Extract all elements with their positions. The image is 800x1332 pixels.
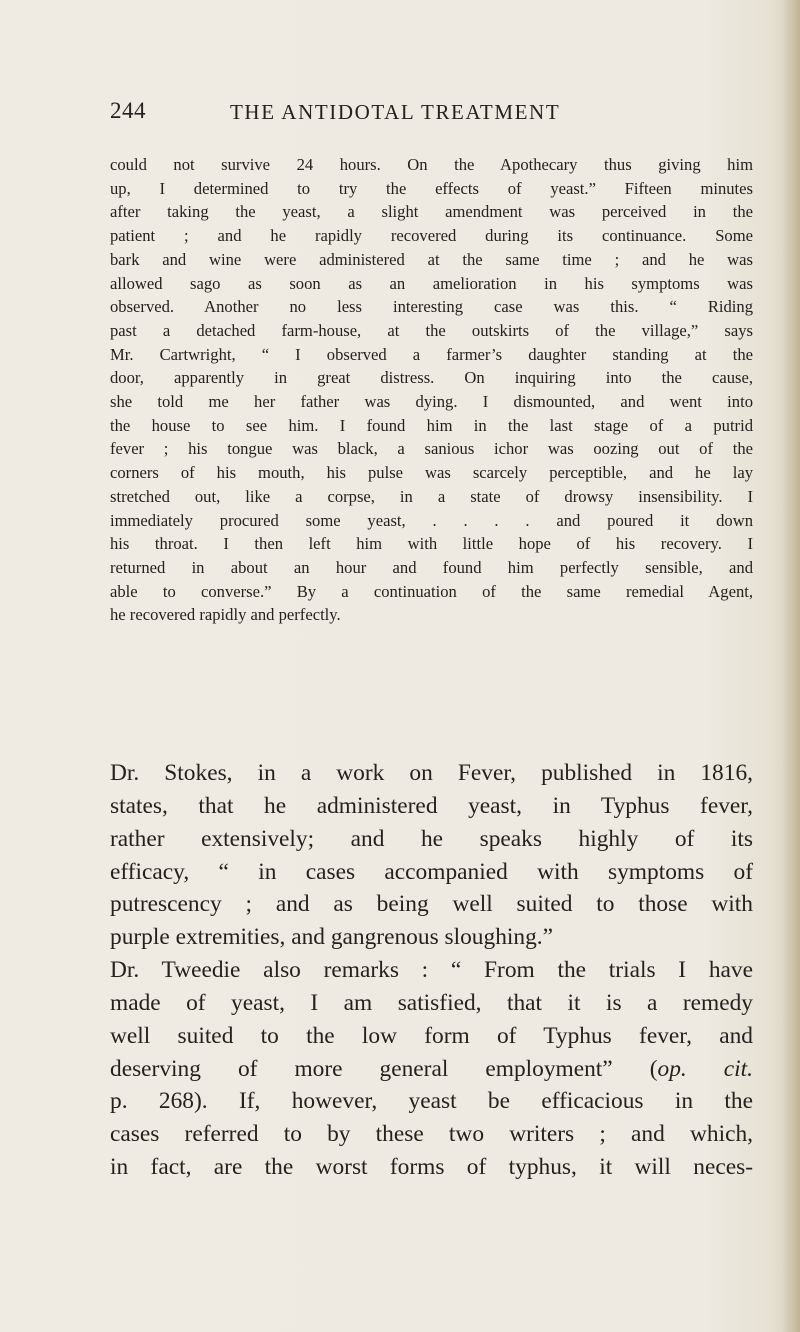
text-line: allowed sago as soon as an amelioration in his symptoms was	[110, 273, 753, 293]
text-line: corners of his mouth, his pulse was scarcely perceptible, and he lay	[110, 463, 753, 483]
text-line: bark and wine were administered at the same time ; and he was	[110, 249, 753, 269]
text-line: past a detached farm-house, at the outskirts of the village,” says	[110, 320, 753, 340]
page-number: 244	[110, 98, 146, 123]
text-line: she told me her father was dying. I dismounted, and went into	[110, 392, 753, 412]
text-line: patient ; and he rapidly recovered during its continuance. Some	[110, 226, 753, 246]
text-line: made of yeast, I am satisfied, that it is a remedy	[110, 989, 753, 1016]
text-line: fever ; his tongue was black, a sanious ichor was oozing out of the	[110, 439, 753, 459]
running-head	[110, 98, 750, 134]
text-line: p. 268). If, however, yeast be efficacious in the	[110, 1088, 753, 1115]
text-line: after taking the yeast, a slight amendment was perceived in the	[110, 202, 753, 222]
text-line: efficacy, “ in cases accompanied with symptoms of	[110, 858, 753, 885]
text-line: able to converse.” By a continuation of the same remedial Agent,	[110, 581, 753, 601]
text-line: could not survive 24 hours. On the Apothecary thus giving him	[110, 155, 753, 174]
text-line: rather extensively; and he speaks highly of its	[110, 825, 753, 852]
text-line: up, I determined to try the effects of yeast.” Fifteen minutes	[110, 178, 753, 198]
text-line: purple extremities, and gangrenous sloughing.”	[110, 924, 554, 951]
text-segment: deserving of more general employment” (	[110, 1055, 658, 1082]
text-line: the house to see him. I found him in the last stage of a putrid	[110, 415, 753, 435]
text-line: Mr. Cartwright, “ I observed a farmer’s daughter standing at the	[110, 344, 753, 364]
text-line: states, that he administered yeast, in Typhus fever,	[110, 792, 753, 819]
paragraph-case-report	[110, 153, 753, 627]
text-line: he recovered rapidly and perfectly.	[110, 605, 341, 625]
running-title: THE ANTIDOTAL TREATMENT	[230, 100, 561, 124]
paragraph-stokes-tweedie	[110, 757, 753, 1184]
text-line: putrescency ; and as being well suited to those with	[110, 891, 753, 918]
text-line: his throat. I then left him with little hope of his recovery. I	[110, 534, 753, 554]
text-line: stretched out, like a corpse, in a state of drowsy insensibility. I	[110, 486, 753, 506]
citation-italic: op. cit.	[657, 1055, 753, 1082]
text-line: Dr. Stokes, in a work on Fever, published in 1816,	[110, 760, 753, 786]
text-line: immediately procured some yeast, . . . . and poured it down	[110, 510, 753, 530]
text-line: returned in about an hour and found him perfectly sensible, and	[110, 557, 753, 577]
page-edge-shadow	[782, 0, 800, 1332]
text-line: Dr. Tweedie also remarks : “ From the trials I have	[110, 957, 753, 984]
text-line: observed. Another no less interesting case was this. “ Riding	[110, 297, 753, 317]
text-line: door, apparently in great distress. On inquiring into the cause,	[110, 368, 753, 388]
text-line: in fact, are the worst forms of typhus, it will neces-	[110, 1154, 753, 1181]
text-line	[110, 1053, 753, 1086]
text-line: cases referred to by these two writers ; and which,	[110, 1121, 753, 1148]
text-line: well suited to the low form of Typhus fever, and	[110, 1022, 753, 1049]
